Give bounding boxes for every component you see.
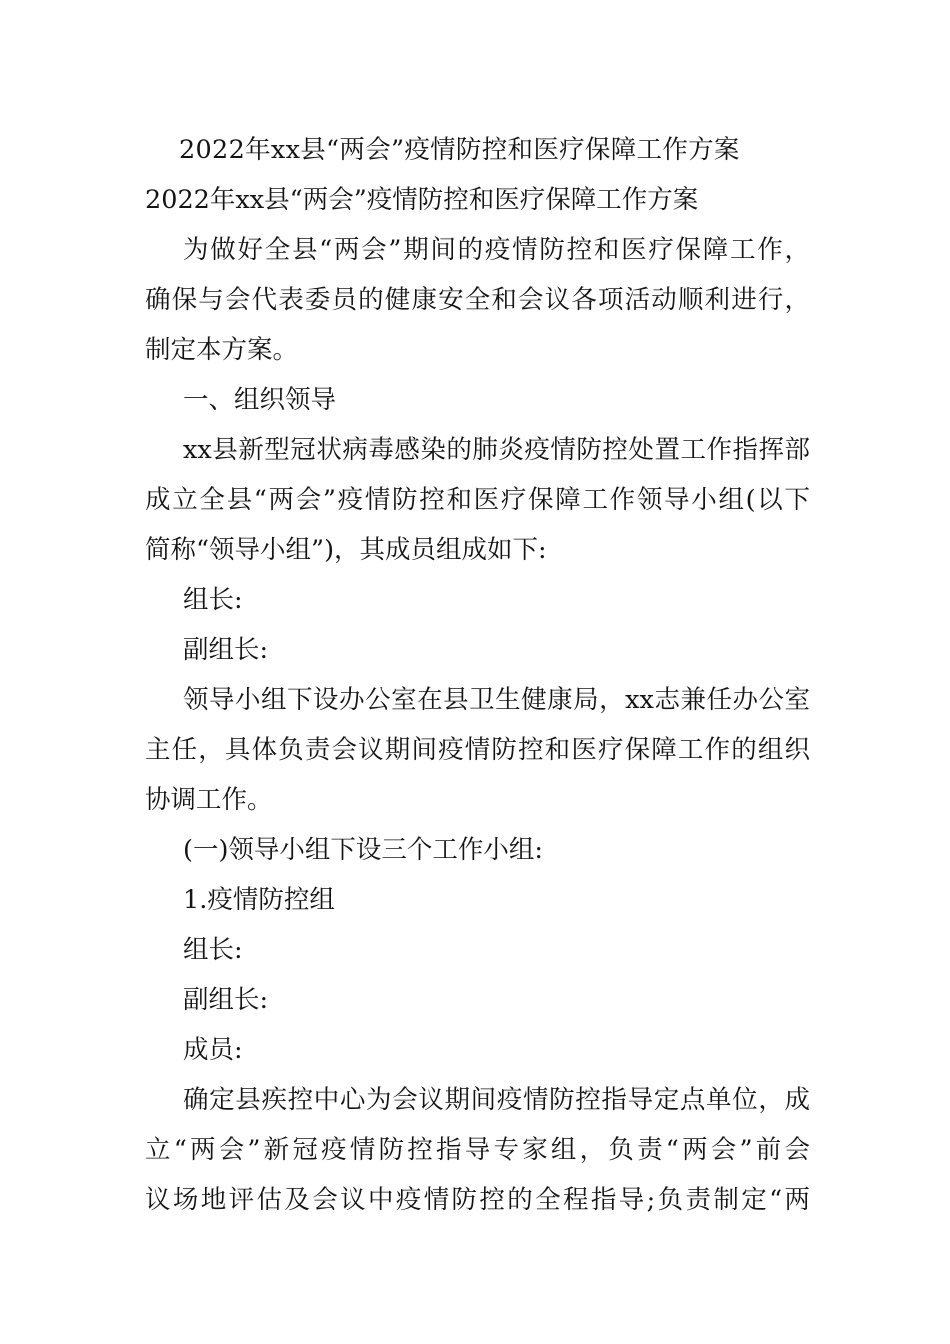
section-heading-organization: 一、组织领导 xyxy=(183,385,337,415)
document-body xyxy=(145,125,810,1225)
command-paragraph-line-1: xx县新型冠状病毒感染的肺炎疫情防控处置工作指挥部 xyxy=(183,435,810,465)
subsection-working-groups: (一)领导小组下设三个工作小组: xyxy=(183,835,543,865)
office-paragraph-line-3: 协调工作。 xyxy=(145,785,273,815)
group-deputy-leader-label: 副组长: xyxy=(183,985,269,1015)
command-paragraph-line-3: 简称“领导小组”)，其成员组成如下: xyxy=(145,535,547,565)
document-title: 2022年xx县“两会”疫情防控和医疗保障工作方案 xyxy=(179,135,740,165)
document-subtitle: 2022年xx县“两会”疫情防控和医疗保障工作方案 xyxy=(145,185,699,215)
command-paragraph-line-2: 成立全县“两会”疫情防控和医疗保障工作领导小组(以下 xyxy=(145,485,810,515)
intro-line-1: 为做好全县“两会”期间的疫情防控和医疗保障工作， xyxy=(183,235,810,265)
group-members-label: 成员: xyxy=(183,1035,243,1065)
leader-label: 组长: xyxy=(183,585,243,615)
cdc-paragraph-line-3: 议场地评估及会议中疫情防控的全程指导;负责制定“两 xyxy=(145,1185,810,1215)
intro-line-2: 确保与会代表委员的健康安全和会议各项活动顺利进行， xyxy=(145,285,810,315)
office-paragraph-line-1: 领导小组下设办公室在县卫生健康局，xx志兼任办公室 xyxy=(183,685,810,715)
cdc-paragraph-line-2: 立“两会”新冠疫情防控指导专家组，负责“两会”前会 xyxy=(145,1135,810,1165)
group-leader-label: 组长: xyxy=(183,935,243,965)
intro-line-3: 制定本方案。 xyxy=(145,335,299,365)
group-heading-epidemic-control: 1.疫情防控组 xyxy=(183,885,335,915)
deputy-leader-label: 副组长: xyxy=(183,635,269,665)
cdc-paragraph-line-1: 确定县疾控中心为会议期间疫情防控指导定点单位，成 xyxy=(183,1085,810,1115)
office-paragraph-line-2: 主任，具体负责会议期间疫情防控和医疗保障工作的组织 xyxy=(145,735,810,765)
